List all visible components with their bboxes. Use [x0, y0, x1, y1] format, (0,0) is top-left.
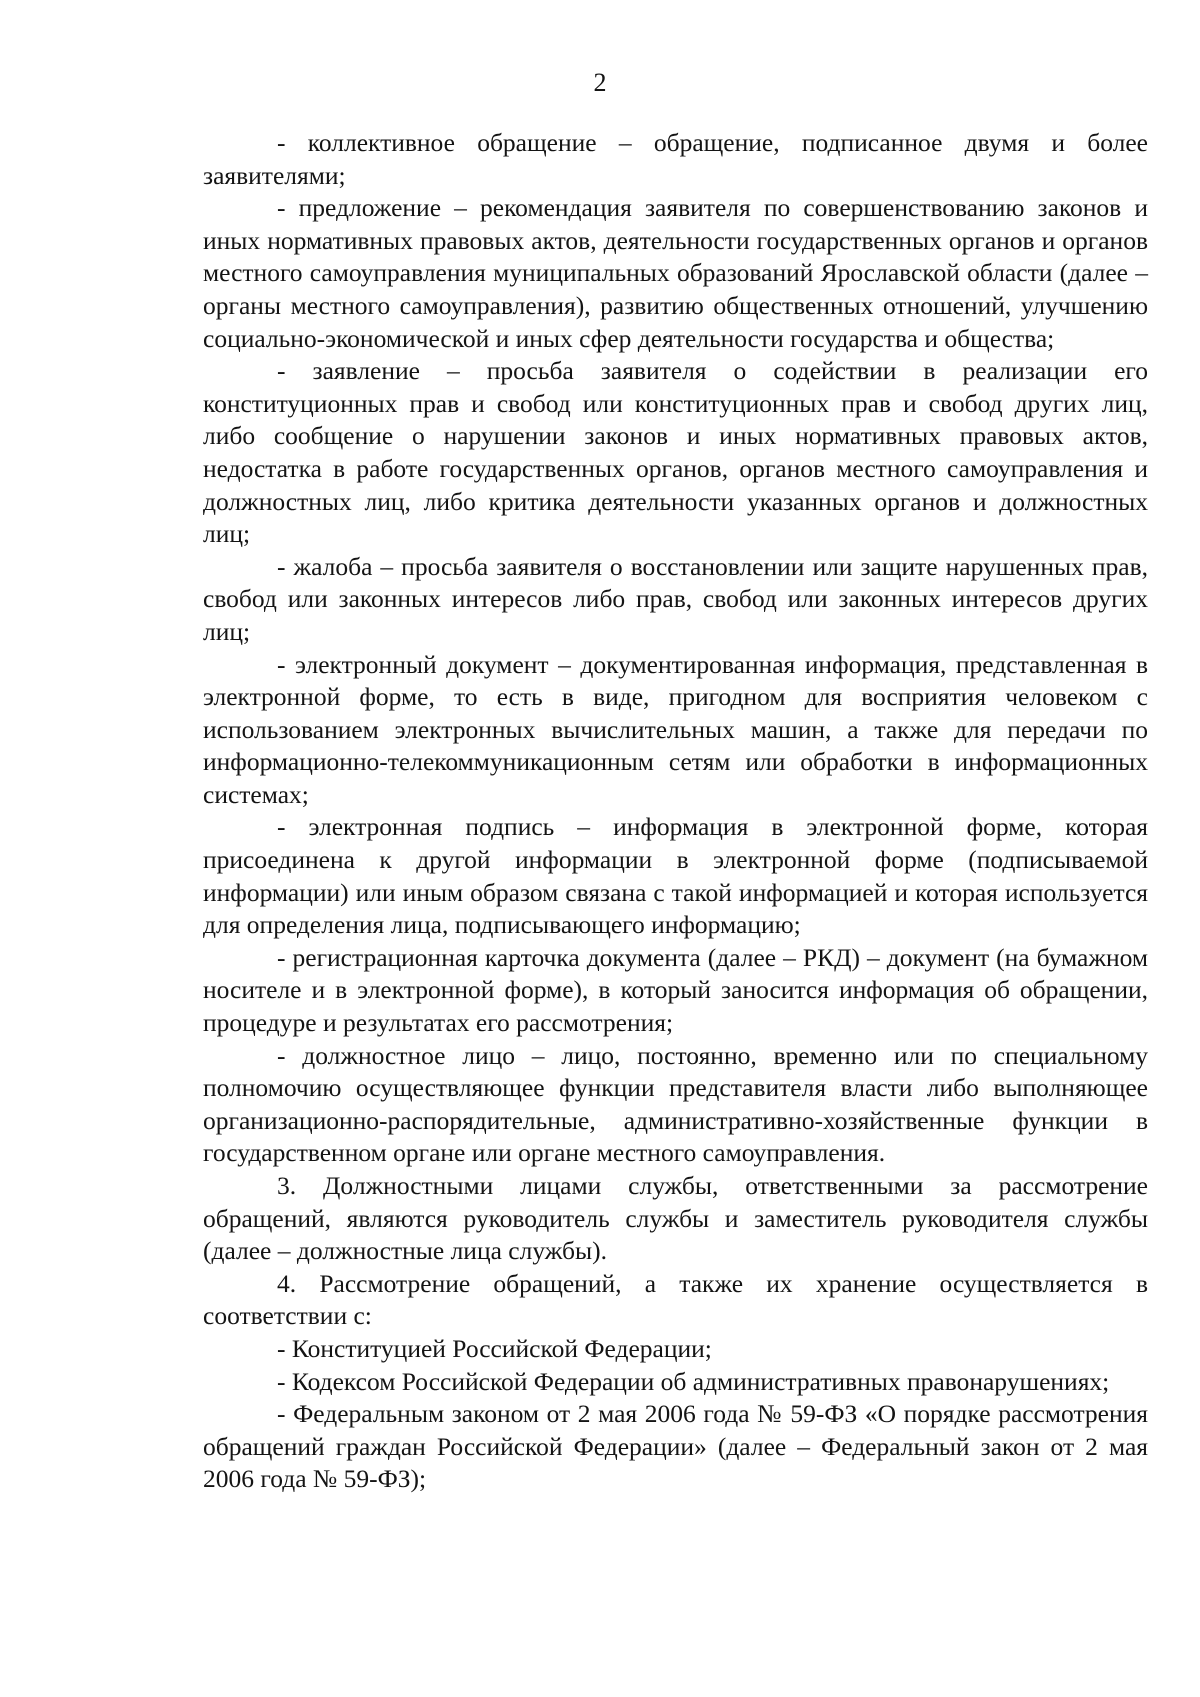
paragraph-item-4: 4. Рассмотрение обращений, а также их хранение осуществляется в соответствии с:	[203, 1268, 1148, 1331]
page-number: 2	[593, 68, 607, 97]
paragraph-administrative-code: - Кодексом Российской Федерации об административных правонарушениях;	[277, 1366, 1110, 1396]
paragraph-federal-law-59: - Федеральным законом от 2 мая 2006 года № 59-ФЗ «О порядке рассмотрения обращений граждан Российской Федерации» (далее – Федеральный закон от 2 мая 2006 года № 59-ФЗ);	[203, 1399, 1148, 1494]
paragraph-electronic-signature-definition: - электронная подпись – информация в электронной форме, которая присоединена к другой информации в электронной форме (подписываемой информации) или иным образом связана с такой информацией и которая используется для определения лица, подписывающего информацию;	[203, 812, 1148, 940]
paragraph-constitution: - Конституцией Российской Федерации;	[277, 1333, 712, 1363]
paragraph-proposal-definition: - предложение – рекомендация заявителя по совершенствованию законов и иных нормативных правовых актов, деятельности государственных органов и органов местного самоуправления муниципальных образований Ярославской области (далее – органы местного самоуправления), развитию общественных отношений, улучшению социально-экономической и иных сфер деятельности государства и общества;	[203, 193, 1148, 353]
paragraph-electronic-document-definition: - электронный документ – документированная информация, представленная в электронной форме, то есть в виде, пригодном для восприятия человеком с использованием электронных вычислительных машин, а также для передачи по информационно-телекоммуникационным сетям или обработки в информационных системах;	[203, 649, 1148, 809]
paragraph-statement-definition: - заявление – просьба заявителя о содействии в реализации его конституционных прав и свобод или конституционных прав и свобод других лиц, либо сообщение о нарушении законов и иных нормативных правовых актов, недостатка в работе государственных органов, органов местного самоуправления и должностных лиц, либо критика деятельности указанных органов и должностных лиц;	[203, 356, 1148, 549]
paragraph-item-3: 3. Должностными лицами службы, ответственными за рассмотрение обращений, являются руководитель службы и заместитель руководителя службы (далее – должностные лица службы).	[203, 1171, 1148, 1266]
paragraph-complaint-definition: - жалоба – просьба заявителя о восстановлении или защите нарушенных прав, свобод или законных интересов либо прав, свобод или законных интересов других лиц;	[203, 551, 1148, 646]
paragraph-collective-appeal-definition: - коллективное обращение – обращение, подписанное двумя и более заявителями;	[203, 128, 1148, 190]
paragraph-registration-card-definition: - регистрационная карточка документа (далее – РКД) – документ (на бумажном носителе и в электронной форме), в который заносится информация об обращении, процедуре и результатах его рассмотрения;	[203, 942, 1148, 1038]
paragraph-official-definition: - должностное лицо – лицо, постоянно, временно или по специальному полномочию осуществляющее функции представителя власти либо выполняющее организационно-распорядительные, административно-хозяйственные функции в государственном органе или органе местного самоуправления.	[203, 1040, 1148, 1168]
document-body	[203, 127, 1148, 1496]
